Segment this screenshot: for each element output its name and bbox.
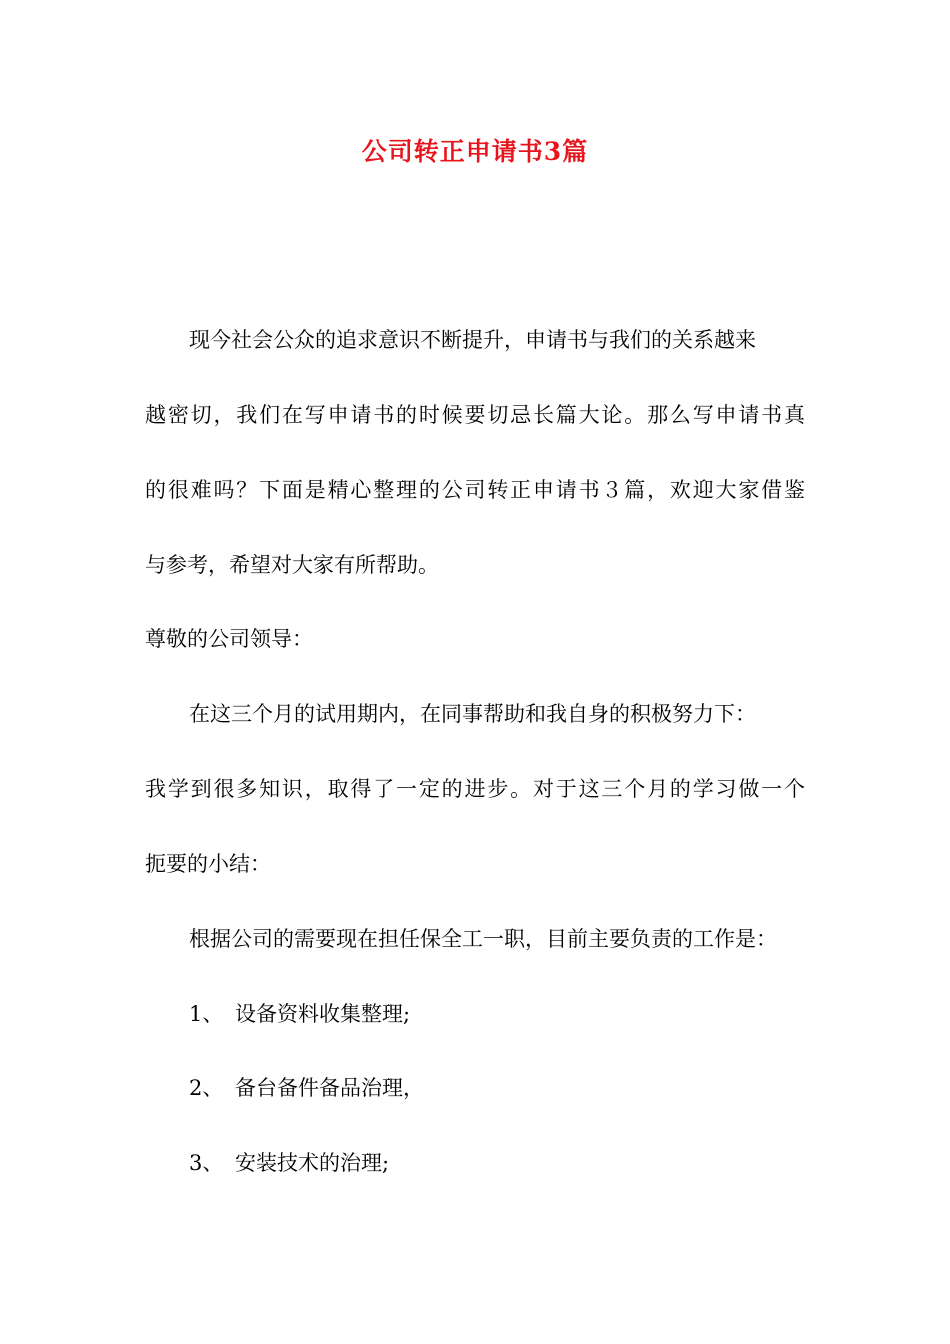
document-title: 公司转正申请书3篇 bbox=[361, 137, 589, 166]
intro-line-2: 越密切，我们在写申请书的时候要切忌长篇大论。那么写申请书真 bbox=[145, 403, 805, 427]
list-item-text: 备台备件备品治理， bbox=[235, 1076, 424, 1100]
list-item-number: 3、 bbox=[189, 1151, 224, 1175]
list-item-number: 2、 bbox=[189, 1076, 224, 1100]
salutation: 尊敬的公司领导： bbox=[145, 627, 313, 651]
para2-line-3: 扼要的小结： bbox=[145, 852, 271, 876]
list-item-number: 1、 bbox=[189, 1002, 224, 1026]
para3: 根据公司的需要现在担任保全工一职，目前主要负责的工作是： bbox=[189, 927, 777, 951]
list-item-text: 安装技术的治理; bbox=[235, 1151, 390, 1175]
para2-line-1: 在这三个月的试用期内，在同事帮助和我自身的积极努力下： bbox=[189, 702, 756, 726]
intro-line-3: 的很难吗？下面是精心整理的公司转正申请书３篇，欢迎大家借鉴 bbox=[145, 478, 805, 502]
para2-line-2: 我学到很多知识，取得了一定的进步。对于这三个月的学习做一个 bbox=[145, 777, 805, 801]
intro-line-4: 与参考，希望对大家有所帮助。 bbox=[145, 553, 439, 577]
intro-line-1: 现今社会公众的追求意识不断提升，申请书与我们的关系越来 bbox=[189, 328, 756, 352]
list-item-text: 设备资料收集整理; bbox=[235, 1002, 411, 1026]
